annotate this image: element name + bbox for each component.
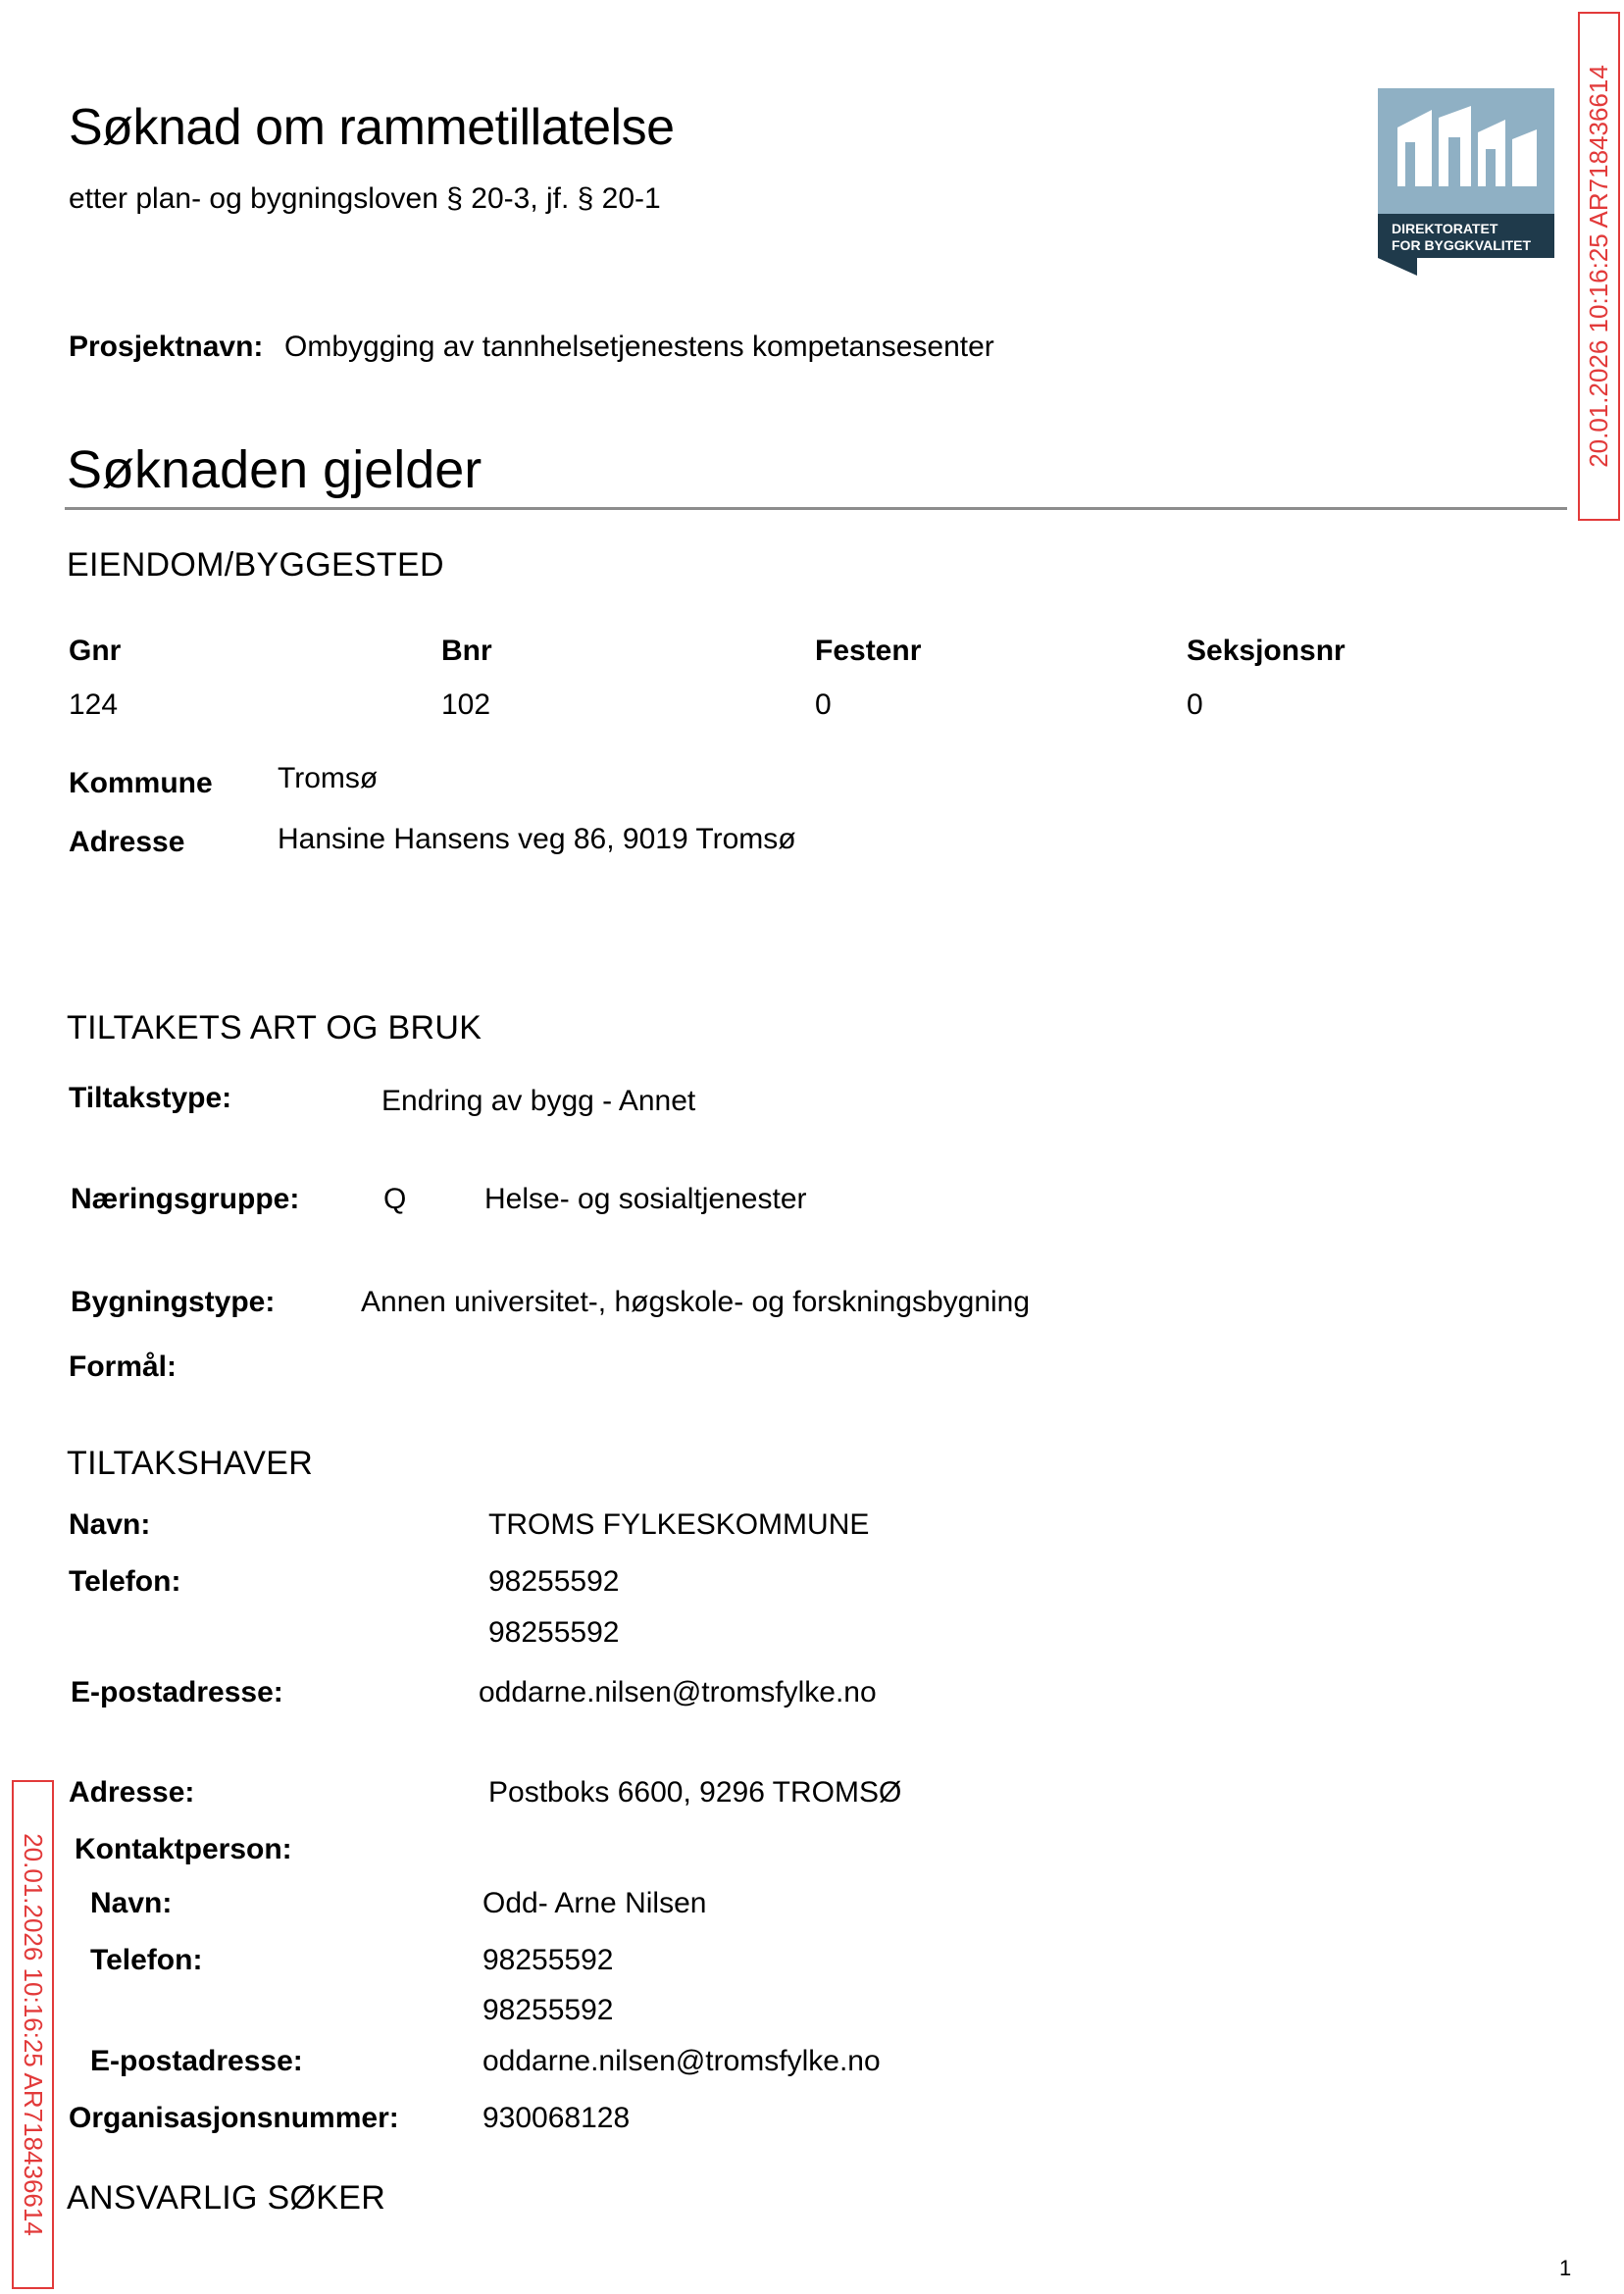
tiltakshaver-telefon-label: Telefon: xyxy=(69,1565,181,1598)
tiltakshaver-adresse-label: Adresse: xyxy=(69,1776,195,1809)
logo-line-2: FOR BYGGKVALITET xyxy=(1392,237,1532,253)
tiltakshaver-telefon-value-1: 98255592 xyxy=(488,1565,620,1598)
tiltakshaver-epost-value: oddarne.nilsen@tromsfylke.no xyxy=(479,1676,877,1708)
kontakt-navn-value: Odd- Arne Nilsen xyxy=(482,1887,707,1919)
gnr-value: 124 xyxy=(69,688,119,721)
seksjonsnr-value: 0 xyxy=(1187,688,1203,721)
kontaktperson-label: Kontaktperson: xyxy=(75,1833,292,1865)
tiltakstype-value: Endring av bygg - Annet xyxy=(381,1085,696,1117)
kontakt-telefon-label: Telefon: xyxy=(90,1944,203,1976)
seksjonsnr-label: Seksjonsnr xyxy=(1187,635,1345,667)
tiltakstype-label: Tiltakstype: xyxy=(69,1082,232,1114)
tiltakshaver-epost-label: E-postadresse: xyxy=(71,1676,283,1708)
naeringsgruppe-code: Q xyxy=(383,1183,407,1215)
tiltakshaver-navn-label: Navn: xyxy=(69,1508,151,1541)
bnr-value: 102 xyxy=(441,688,491,721)
kontakt-epost-value: oddarne.nilsen@tromsfylke.no xyxy=(482,2045,881,2077)
organisasjonsnummer-value: 930068128 xyxy=(482,2102,631,2134)
section-title: Søknaden gjelder xyxy=(67,440,482,499)
tiltakshaver-adresse-value: Postboks 6600, 9296 TROMSØ xyxy=(488,1776,902,1809)
timestamp-stamp-top xyxy=(1578,12,1620,521)
kommune-value: Tromsø xyxy=(278,762,379,794)
naeringsgruppe-label: Næringsgruppe: xyxy=(71,1183,300,1215)
timestamp-stamp-bottom xyxy=(12,1780,54,2289)
tiltak-heading: TILTAKETS ART OG BRUK xyxy=(67,1009,482,1046)
gnr-label: Gnr xyxy=(69,635,122,667)
tiltakshaver-telefon-value-2: 98255592 xyxy=(488,1616,620,1649)
bygningstype-label: Bygningstype: xyxy=(71,1286,276,1318)
eiendom-heading: EIENDOM/BYGGESTED xyxy=(67,546,444,584)
festenr-label: Festenr xyxy=(815,635,922,667)
adresse-label: Adresse xyxy=(69,826,185,858)
kontakt-navn-label: Navn: xyxy=(90,1887,173,1919)
tiltakshaver-heading: TILTAKSHAVER xyxy=(67,1445,314,1482)
document-subtitle: etter plan- og bygningsloven § 20-3, jf. § 20-1 xyxy=(69,182,661,215)
bygningstype-value: Annen universitet-, høgskole- og forskningsbygning xyxy=(361,1286,1031,1318)
kontakt-telefon-value-1: 98255592 xyxy=(482,1944,614,1976)
naeringsgruppe-value: Helse- og sosialtjenester xyxy=(484,1183,807,1215)
formal-label: Formål: xyxy=(69,1351,178,1383)
kommune-label: Kommune xyxy=(69,767,213,799)
dibk-logo xyxy=(1378,88,1554,276)
section-divider xyxy=(65,507,1567,510)
document-title: Søknad om rammetillatelse xyxy=(69,99,675,156)
page-number: 1 xyxy=(1559,2256,1572,2280)
logo-line-1: DIREKTORATET xyxy=(1392,221,1498,236)
project-value: Ombygging av tannhelsetjenestens kompetansesenter xyxy=(284,331,994,363)
tiltakshaver-navn-value: TROMS FYLKESKOMMUNE xyxy=(488,1508,870,1541)
project-label: Prosjektnavn: xyxy=(69,331,264,363)
stamp-text-bottom: 20.01.2026 10:16:25 AR718436614 xyxy=(19,1833,49,2236)
bnr-label: Bnr xyxy=(441,635,492,667)
adresse-value: Hansine Hansens veg 86, 9019 Tromsø xyxy=(278,823,796,855)
kontakt-telefon-value-2: 98255592 xyxy=(482,1994,614,2026)
stamp-text-top: 20.01.2026 10:16:25 AR718436614 xyxy=(1584,65,1614,468)
kontakt-epost-label: E-postadresse: xyxy=(90,2045,303,2077)
festenr-value: 0 xyxy=(815,688,832,721)
ansvarlig-soker-heading: ANSVARLIG SØKER xyxy=(67,2179,386,2217)
organisasjonsnummer-label: Organisasjonsnummer: xyxy=(69,2102,399,2134)
